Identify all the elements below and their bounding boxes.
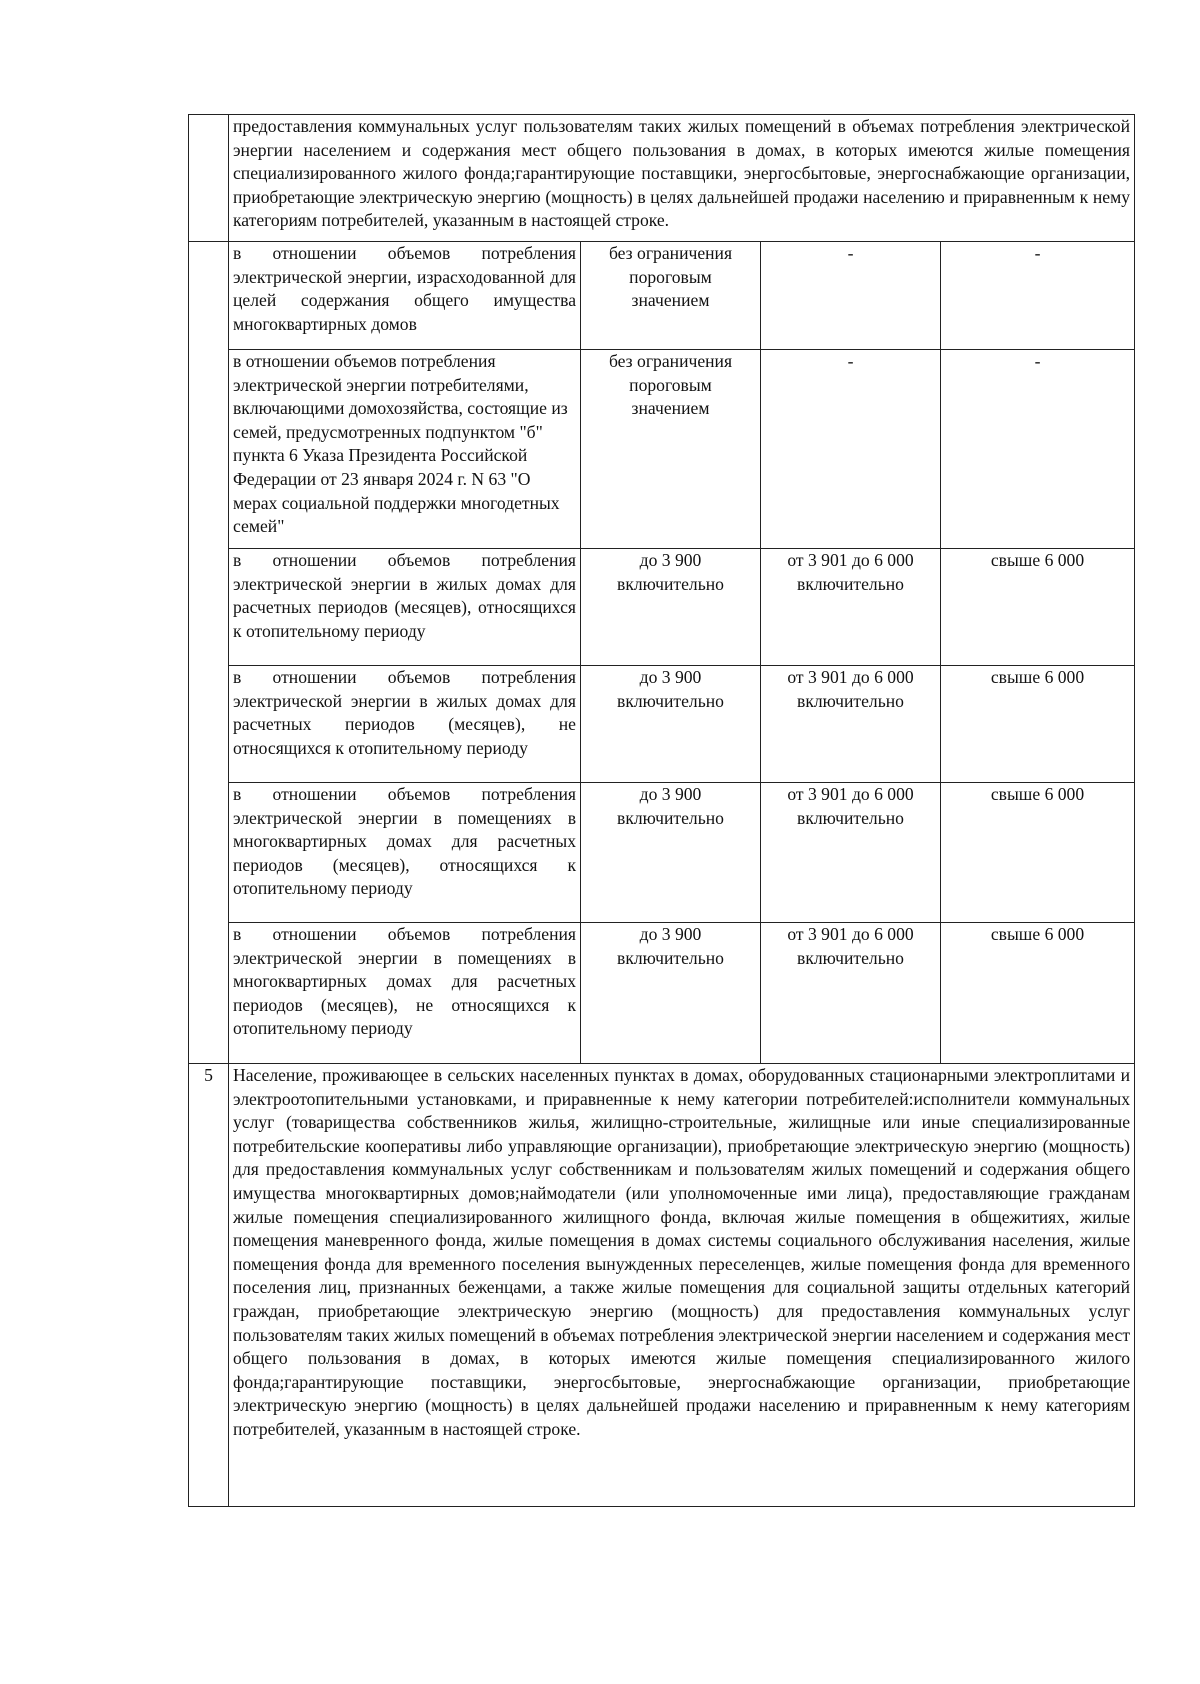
range-1-line: пороговым bbox=[629, 374, 712, 395]
range-1-line: значением bbox=[631, 398, 710, 419]
consumer-category-text: предоставления коммунальных услуг пользователям таких жилых помещений в объемах потребления электрической энергии населением и содержания мест общего пользования в домах, в которых имеются жилые помещения специализированного жилого фонда;гарантирующие поставщики, энергосбытовые, энергоснабжающие организации, приобретающие электрическую энергию (мощность) в целях дальнейшей продажи населению и приравненным к нему категориям потребителей, указанным в настоящей строке. bbox=[229, 115, 1135, 242]
subcategory-label: в отношении объемов потребления электрической энергии в помещениях в многоквартирных домах для расчетных периодов (месяцев), не относящихся к отопительному периоду bbox=[229, 923, 581, 1064]
subcategory-label: в отношении объемов потребления электрической энергии потребителями, включающими домохозяйства, состоящие из семей, предусмотренных подпунктом "б" пункта 6 Указа Президента Российской Федерации от 23 января 2024 г. N 63 "О мерах социальной поддержки многодетных семей" bbox=[229, 350, 581, 549]
subcategory-label: в отношении объемов потребления электрической энергии в жилых домах для расчетных периодов (месяцев), относящихся к отопительному периоду bbox=[229, 549, 581, 666]
range-2-cell bbox=[761, 350, 941, 549]
table-row-subcategory bbox=[189, 242, 1135, 350]
range-2-line: - bbox=[847, 243, 854, 263]
range-2-cell bbox=[761, 666, 941, 783]
range-3-line: - bbox=[1034, 243, 1041, 263]
range-1-cell bbox=[581, 549, 761, 666]
row-number-cell bbox=[189, 115, 229, 242]
range-3-line: свыше 6 000 bbox=[990, 667, 1085, 687]
range-1-line: пороговым bbox=[629, 266, 712, 287]
range-2-cell bbox=[761, 923, 941, 1064]
range-1-cell bbox=[581, 666, 761, 783]
range-3-line: свыше 6 000 bbox=[990, 550, 1085, 570]
range-3-line: свыше 6 000 bbox=[990, 784, 1085, 804]
range-2-line: от 3 901 до 6 000 bbox=[787, 784, 914, 804]
table-row-subcategory bbox=[189, 783, 1135, 923]
table-row-subcategory bbox=[189, 350, 1135, 549]
table-row-subcategory bbox=[189, 923, 1135, 1064]
range-3-cell bbox=[941, 242, 1135, 350]
range-2-line: включительно bbox=[797, 573, 904, 594]
range-2-line: включительно bbox=[797, 947, 904, 968]
range-1-cell bbox=[581, 783, 761, 923]
range-3-cell bbox=[941, 549, 1135, 666]
range-2-line: от 3 901 до 6 000 bbox=[787, 924, 914, 944]
range-2-line: от 3 901 до 6 000 bbox=[787, 550, 914, 570]
tariff-table bbox=[188, 114, 1135, 1507]
subcategory-label: в отношении объемов потребления электрической энергии в помещениях в многоквартирных домах для расчетных периодов (месяцев), относящихся к отопительному периоду bbox=[229, 783, 581, 923]
range-1-line: до 3 900 bbox=[639, 924, 702, 944]
range-3-cell bbox=[941, 923, 1135, 1064]
consumer-category-text: Население, проживающее в сельских населенных пунктах в домах, оборудованных стационарными электроплитами и электроотопительными установками, и приравненные к нему категории потребителей:исполнители коммунальных услуг (товарищества собственников жилья, жилищно-строительные, жилищные или иные специализированные потребительские кооперативы либо управляющие организации), приобретающие электрическую энергию (мощность) для предоставления коммунальных услуг собственникам и пользователям жилых помещений и содержания общего имущества многоквартирных домов;наймодатели (или уполномоченные ими лица), предоставляющие гражданам жилые помещения специализированного жилищного фонда, включая жилые помещения в общежитиях, жилые помещения маневренного фонда, жилые помещения в домах системы социального обслуживания населения, жилые помещения фонда для временного поселения вынужденных переселенцев, жилые помещения фонда для временного поселения лиц, признанных беженцами, а также жилые помещения для социальной защиты отдельных категорий граждан, приобретающие электрическую энергию (мощность) для предоставления коммунальных услуг пользователям таких жилых помещений в объемах потребления электрической энергии населением и содержания мест общего пользования в домах, в которых имеются жилые помещения специализированного жилого фонда;гарантирующие поставщики, энергосбытовые, энергоснабжающие организации, приобретающие электрическую энергию (мощность) в целях дальнейшей продажи населению и приравненным к нему категориям потребителей, указанным в настоящей строке. bbox=[229, 1064, 1135, 1507]
range-1-line: включительно bbox=[617, 573, 724, 594]
row-number-cell bbox=[189, 242, 229, 1064]
range-3-cell bbox=[941, 666, 1135, 783]
subcategory-label: в отношении объемов потребления электрической энергии, израсходованной для целей содержания общего имущества многоквартирных домов bbox=[229, 242, 581, 350]
table-row-continuation bbox=[189, 115, 1135, 242]
range-2-line: от 3 901 до 6 000 bbox=[787, 667, 914, 687]
range-1-line: значением bbox=[631, 290, 710, 311]
range-1-line: до 3 900 bbox=[639, 784, 702, 804]
range-3-line: свыше 6 000 bbox=[990, 924, 1085, 944]
table-row-subcategory bbox=[189, 549, 1135, 666]
range-1-cell bbox=[581, 350, 761, 549]
range-1-line: без ограничения bbox=[608, 351, 733, 371]
range-1-cell bbox=[581, 242, 761, 350]
range-1-line: до 3 900 bbox=[639, 667, 702, 687]
table-row-subcategory bbox=[189, 666, 1135, 783]
range-2-line: - bbox=[847, 351, 854, 371]
range-2-line: включительно bbox=[797, 690, 904, 711]
range-2-cell bbox=[761, 242, 941, 350]
range-1-line: без ограничения bbox=[608, 243, 733, 263]
range-1-cell bbox=[581, 923, 761, 1064]
table-row-5 bbox=[189, 1064, 1135, 1507]
range-2-cell bbox=[761, 783, 941, 923]
range-2-cell bbox=[761, 549, 941, 666]
range-3-line: - bbox=[1034, 351, 1041, 371]
range-3-cell bbox=[941, 783, 1135, 923]
range-2-line: включительно bbox=[797, 807, 904, 828]
range-1-line: включительно bbox=[617, 807, 724, 828]
range-3-cell bbox=[941, 350, 1135, 549]
range-1-line: включительно bbox=[617, 690, 724, 711]
range-1-line: до 3 900 bbox=[639, 550, 702, 570]
subcategory-label: в отношении объемов потребления электрической энергии в жилых домах для расчетных периодов (месяцев), не относящихся к отопительному периоду bbox=[229, 666, 581, 783]
range-1-line: включительно bbox=[617, 947, 724, 968]
row-number-cell: 5 bbox=[189, 1064, 229, 1507]
